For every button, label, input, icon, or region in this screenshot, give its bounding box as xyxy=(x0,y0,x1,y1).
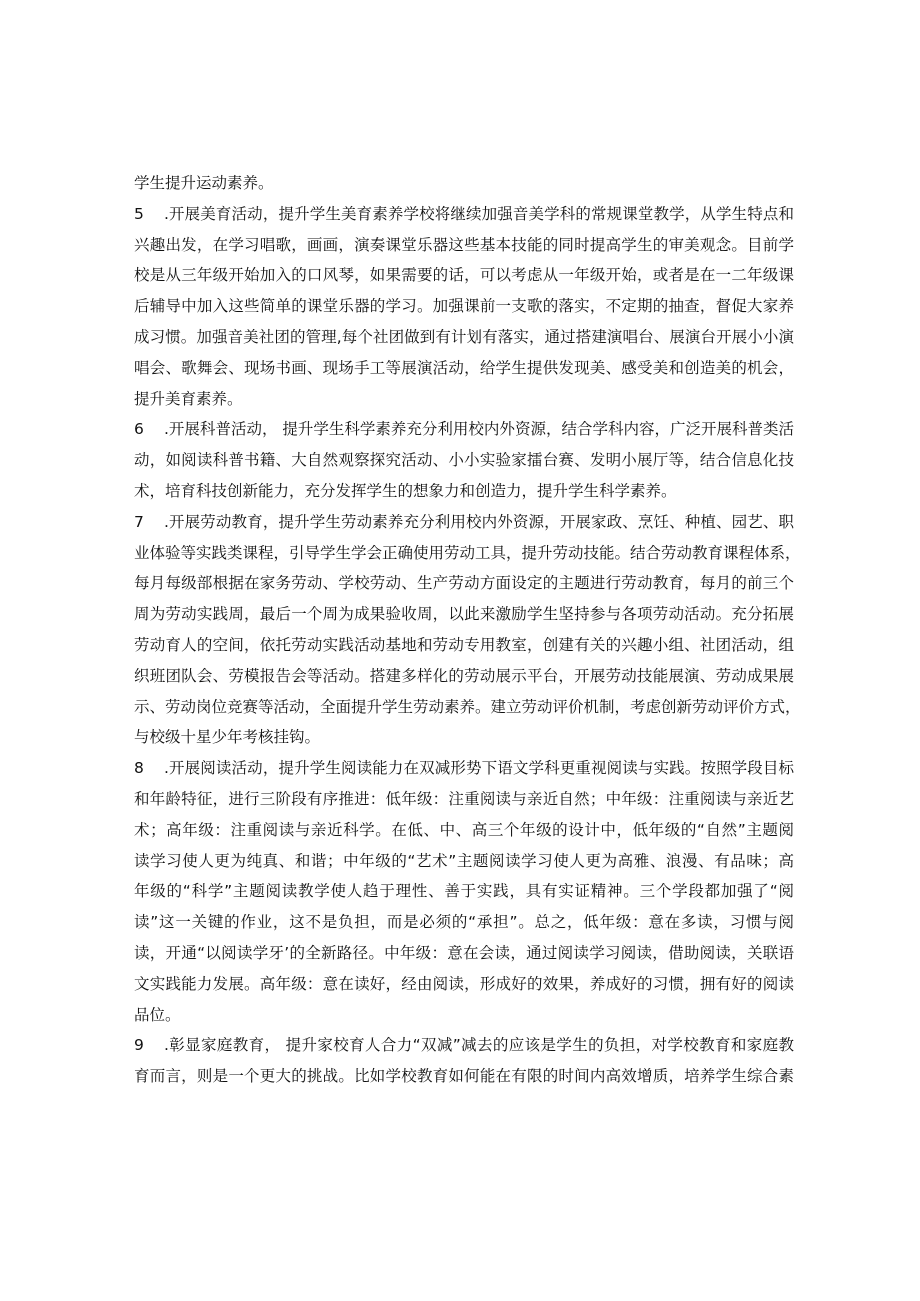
text-line xyxy=(134,476,794,507)
line-text: 学生提升运动素养。 xyxy=(134,174,274,192)
line-text: 后辅导中加入这些简单的课堂乐器的学习。加强课前一支歌的落实，不定期的抽查，督促大家养 xyxy=(134,297,794,316)
list-item-start-line xyxy=(134,199,794,230)
line-text: 动，如阅读科普书籍、大自然观察探究活动、小小实验家擂台赛、发明小展厅等，结合信息化技 xyxy=(134,451,794,470)
text-line xyxy=(134,1000,794,1031)
text-line xyxy=(134,168,794,199)
item-number: 9 xyxy=(134,1036,144,1055)
text-line xyxy=(134,876,794,907)
text-line xyxy=(134,846,794,877)
line-text: .开展科普活动， 提升学生科学素养充分利用校内外资源，结合学科内容，广泛开展科普类活 xyxy=(164,420,794,439)
item-number: 5 xyxy=(134,204,144,223)
text-line xyxy=(134,1061,794,1092)
text-line xyxy=(134,969,794,1000)
item-number: 6 xyxy=(134,420,144,439)
item-number: 7 xyxy=(134,512,144,531)
text-line xyxy=(134,384,794,415)
line-text: 织班团队会、劳模报告会等活动。搭建多样化的劳动展示平台，开展劳动技能展演、劳动成果展 xyxy=(134,666,794,685)
text-line xyxy=(134,722,794,753)
line-text: .开展阅读活动，提升学生阅读能力在双减形势下语文学科更重视阅读与实践。按照学段目标 xyxy=(164,759,794,778)
list-item-start-line xyxy=(134,414,794,445)
line-text: 唱会、歌舞会、现场书画、现场手工等展演活动，给学生提供发现美、感受美和创造美的机会， xyxy=(134,358,794,377)
text-line xyxy=(134,230,794,261)
line-text: 读，开通“以阅读学牙’的全新路径。中年级：意在会读，通过阅读学习阅读，借助阅读，关联语 xyxy=(134,943,794,962)
list-item-start-line xyxy=(134,753,794,784)
text-line xyxy=(134,815,794,846)
line-text: 与校级十星少年考核挂钩。 xyxy=(134,728,321,747)
text-line xyxy=(134,568,794,599)
line-text: 劳动育人的空间，依托劳动实践活动基地和劳动专用教室，创建有关的兴趣小组、社团活动，组 xyxy=(134,635,794,654)
line-text: 术；高年级：注重阅读与亲近科学。在低、中、高三个年级的设计中，低年级的“自然”主题阅 xyxy=(134,820,794,839)
line-text: 校是从三年级开始加入的口风琴，如果需要的话，可以考虑从一年级开始，或者是在一二年级课 xyxy=(134,266,794,285)
line-text: .彰显家庭教育， 提升家校育人合力“双减”减去的应该是学生的负担，对学校教育和家庭教 xyxy=(164,1036,794,1055)
item-number: 8 xyxy=(134,759,144,778)
line-text: .开展劳动教育，提升学生劳动素养充分利用校内外资源，开展家政、烹饪、种植、园艺、职 xyxy=(164,512,794,531)
line-text: 成习惯。加强音美社团的管理,每个社团做到有计划有落实，通过搭建演唱台、展演台开展小小演 xyxy=(134,327,794,346)
line-text: 品位。 xyxy=(134,1005,181,1024)
line-text: 每月每级部根据在家务劳动、学校劳动、生产劳动方面设定的主题进行劳动教育，每月的前三个 xyxy=(134,574,794,593)
text-line xyxy=(134,692,801,723)
line-text: 周为劳动实践周，最后一个周为成果验收周，以此来激励学生坚持参与各项劳动活动。充分拓展 xyxy=(134,605,794,624)
list-item-start-line xyxy=(134,1030,794,1061)
text-line xyxy=(134,784,794,815)
text-line xyxy=(134,538,801,569)
line-text: 提升美育素养。 xyxy=(134,389,243,408)
line-text: 业体验等实践类课程，引导学生学会正确使用劳动工具，提升劳动技能。结合劳动教育课程体系， xyxy=(134,543,801,562)
text-line xyxy=(134,322,794,353)
line-text: 兴趣出发，在学习唱歌，画画，演奏课堂乐器这些基本技能的同时提高学生的审美观念。目前学 xyxy=(134,235,794,254)
line-text: 术，培育科技创新能力，充分发挥学生的想象力和创造力，提升学生科学素养。 xyxy=(134,481,677,500)
text-line xyxy=(134,938,794,969)
text-line xyxy=(134,661,794,692)
document-body xyxy=(134,168,801,1092)
text-line xyxy=(134,907,794,938)
text-line xyxy=(134,260,794,291)
text-line xyxy=(134,291,794,322)
list-item-start-line xyxy=(134,507,794,538)
line-text: 读学习使人更为纯真、和谐；中年级的“艺术”主题阅读学习使人更为高雅、浪漫、有品味；高 xyxy=(134,851,794,870)
text-line xyxy=(134,445,794,476)
line-text: .开展美育活动，提升学生美育素养学校将继续加强音美学科的常规课堂教学，从学生特点和 xyxy=(164,204,794,223)
text-line xyxy=(134,630,794,661)
line-text: 和年龄特征，进行三阶段有序推进：低年级：注重阅读与亲近自然；中年级：注重阅读与亲近艺 xyxy=(134,789,794,808)
line-text: 文实践能力发展。高年级：意在读好，经由阅读，形成好的效果，养成好的习惯，拥有好的阅读 xyxy=(134,974,794,993)
text-line xyxy=(134,599,794,630)
line-text: 示、劳动岗位竞赛等活动，全面提升学生劳动素养。建立劳动评价机制，考虑创新劳动评价方式， xyxy=(134,697,801,716)
line-text: 读”这一关键的作业，这不是负担，而是必须的“承担”。总之，低年级：意在多读，习惯与阅 xyxy=(134,913,794,932)
text-line xyxy=(134,353,794,384)
line-text: 年级的“科学”主题阅读教学使人趋于理性、善于实践，具有实证精神。三个学段都加强了“阅 xyxy=(134,882,794,901)
line-text: 育而言，则是一个更大的挑战。比如学校教育如何能在有限的时间内高效增质，培养学生综合素 xyxy=(134,1067,794,1086)
